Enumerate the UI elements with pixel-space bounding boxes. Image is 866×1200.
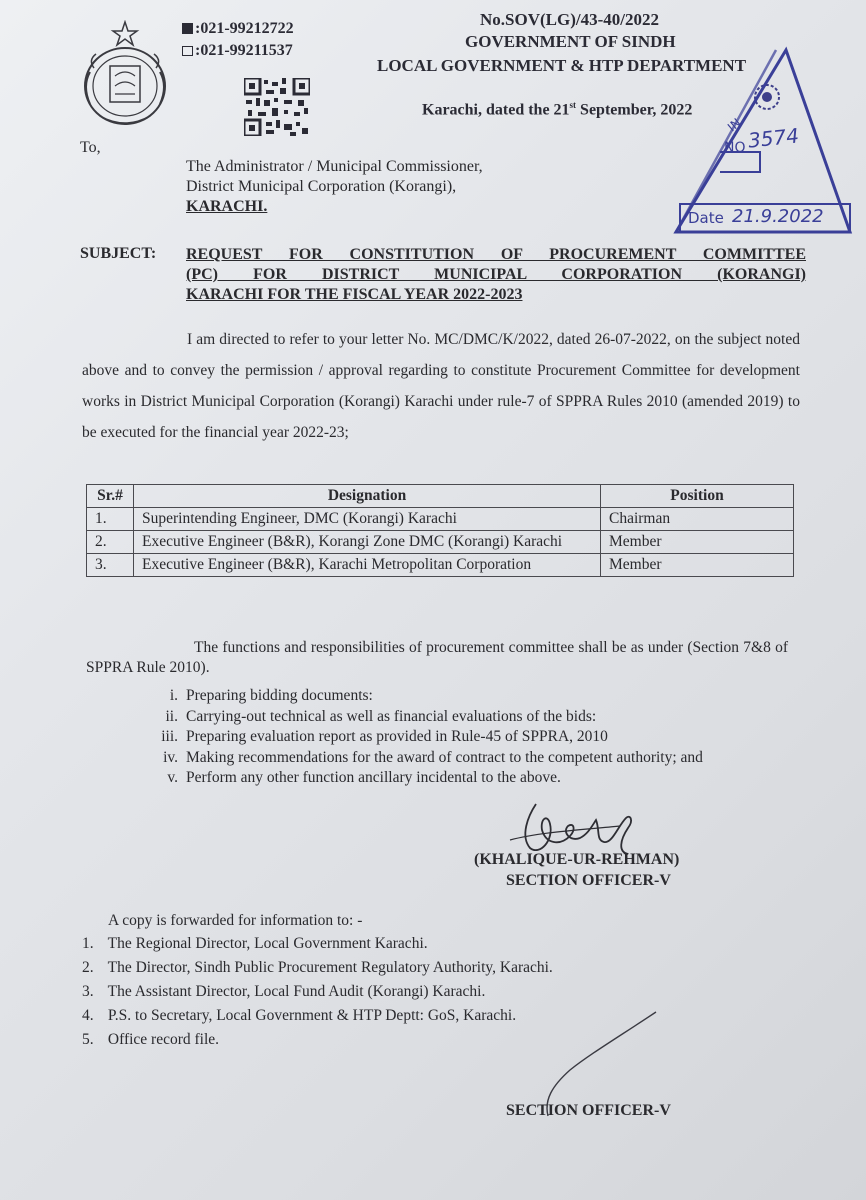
subject-line-2: (PC) FOR DISTRICT MUNICIPAL CORPORATION (KORANGI) [186, 266, 806, 283]
fax-icon [182, 46, 193, 56]
col-header-sr: Sr.# [87, 485, 134, 508]
copy-list [82, 932, 553, 1052]
functions-intro: The functions and responsibilities of procurement committee shall be as under (Section 7&8 of SPPRA Rule 2010). [86, 639, 788, 676]
stamp-no-value: 3574 [746, 123, 801, 153]
subject-label: SUBJECT: [80, 245, 157, 262]
col-header-designation: Designation [134, 485, 601, 508]
list-item: iv. Making recommendations for the award of contract to the competent authority; and [163, 748, 703, 766]
cell-designation: Superintending Engineer, DMC (Korangi) Karachi [134, 508, 601, 531]
body-paragraph: I am directed to refer to your letter No. MC/DMC/K/2022, dated 26-07-2022, on the subject noted above and to convey the permission / approval regarding to constitute Procurement Committee for development works in District Municipal Corporation (Korangi) Karachi under rule-7 of SPPRA Rules 2010 (amended 2019) to be executed for the financial year 2022-23; [82, 331, 800, 441]
list-item: 2. The Director, Sindh Public Procurement Regulatory Authority, Karachi. [82, 959, 553, 976]
stamp-in-label: IN [724, 115, 744, 135]
copy-intro: A copy is forwarded for information to: - [108, 912, 363, 929]
department-title: LOCAL GOVERNMENT & HTP DEPARTMENT [377, 56, 747, 75]
fax-number: :021-99211537 [182, 42, 293, 60]
sindh-government-emblem [76, 20, 174, 132]
phone-number: :021-99212722 [182, 20, 294, 38]
addressee-line-3: KARACHI. [186, 198, 268, 215]
list-item: 3. The Assistant Director, Local Fund Audit (Korangi) Karachi. [82, 983, 486, 1000]
cell-designation: Executive Engineer (B&R), Korangi Zone DMC (Korangi) Karachi [134, 531, 601, 554]
list-item: ii. Carrying-out technical as well as financial evaluations of the bids: [165, 707, 597, 725]
footer-signatory-title: SECTION OFFICER-V [506, 1102, 671, 1119]
list-item: 1. The Regional Director, Local Government Karachi. [82, 935, 428, 952]
to-label: To, [80, 139, 101, 156]
functions-list [150, 686, 703, 789]
cell-position: Member [601, 531, 794, 554]
cell-position: Chairman [601, 508, 794, 531]
subject-text [186, 245, 806, 305]
subject-line-1: REQUEST FOR CONSTITUTION OF PROCUREMENT COMMITTEE [186, 246, 806, 263]
subject-line-3: KARACHI FOR THE FISCAL YEAR 2022-2023 [186, 286, 523, 303]
addressee-line-2: District Municipal Corporation (Korangi), [186, 178, 457, 195]
signatory-title: SECTION OFFICER-V [506, 872, 671, 889]
stamp-date-value: 21.9.2022 [732, 206, 824, 227]
phone-icon [182, 23, 193, 34]
list-item: 4. P.S. to Secretary, Local Government & HTP Deptt: GoS, Karachi. [82, 1007, 517, 1024]
cell-position: Member [601, 554, 794, 577]
list-item: v. Perform any other function ancillary incidental to the above. [167, 769, 561, 786]
table-row [87, 531, 794, 554]
list-item: iii. Preparing evaluation report as provided in Rule-45 of SPPRA, 2010 [161, 728, 608, 745]
list-item: 5. Office record file. [82, 1031, 220, 1048]
cell-sr: 1. [87, 508, 134, 531]
reference-number: No.SOV(LG)/43-40/2022 [480, 10, 659, 29]
cell-designation: Executive Engineer (B&R), Karachi Metropolitan Corporation [134, 554, 601, 577]
cell-sr: 2. [87, 531, 134, 554]
table-row [87, 508, 794, 531]
stamp-date-label: Date [688, 209, 724, 227]
addressee-line-1: The Administrator / Municipal Commissioner, [186, 158, 483, 175]
letter-date: Karachi, dated the 21st September, 2022 [422, 100, 693, 119]
cell-sr: 3. [87, 554, 134, 577]
addressee [186, 157, 483, 217]
list-item: i. Preparing bidding documents: [169, 687, 373, 704]
col-header-position: Position [601, 485, 794, 508]
table-header-row [87, 485, 794, 508]
qr-code [244, 78, 310, 136]
government-title: GOVERNMENT OF SINDH [465, 32, 676, 51]
stamp-no-label: NO [724, 140, 746, 156]
procurement-committee-table [86, 484, 794, 577]
table-row [87, 554, 794, 577]
signatory-name: (KHALIQUE-UR-REHMAN) [474, 851, 680, 868]
